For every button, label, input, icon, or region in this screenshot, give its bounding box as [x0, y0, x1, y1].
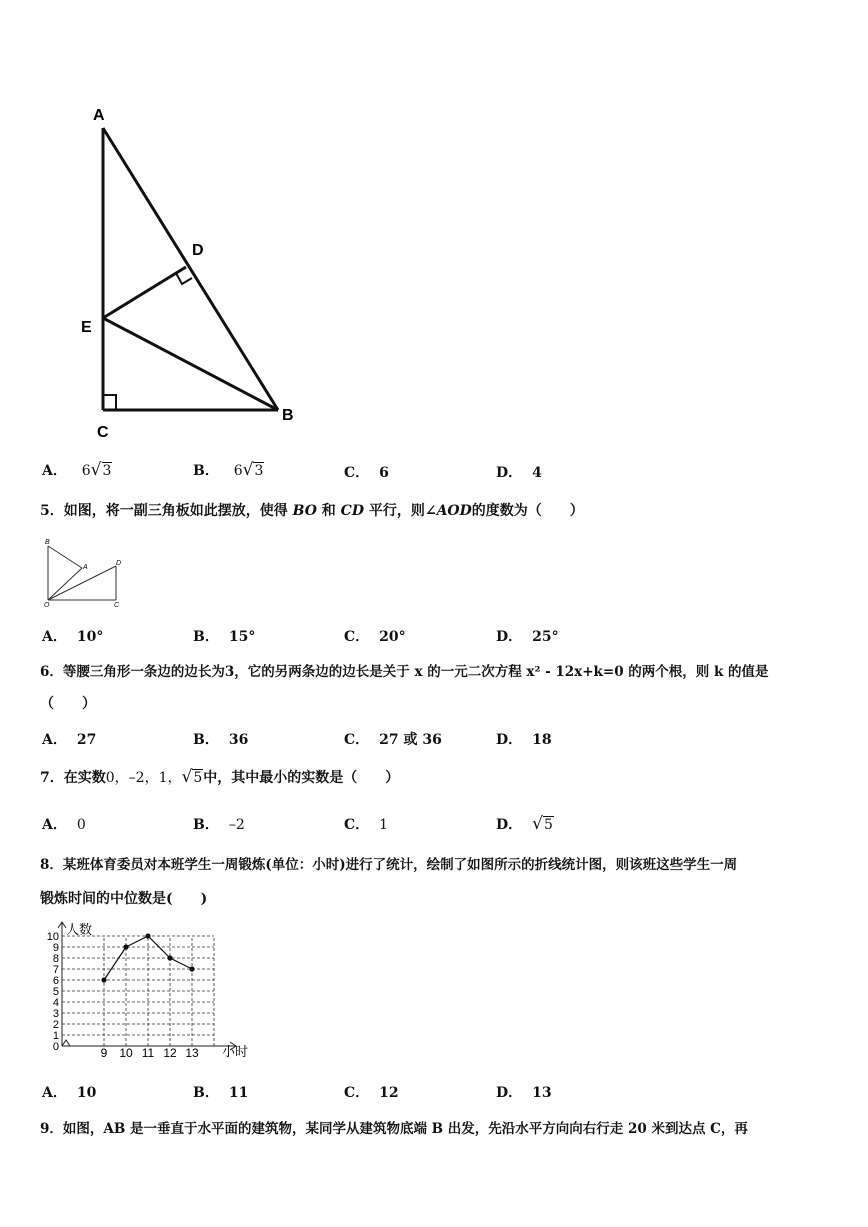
q8-x-tick-label: 13 — [185, 1046, 199, 1060]
q8-x-tick-label: 11 — [141, 1046, 155, 1060]
label-d: D — [192, 242, 204, 259]
q5-label-o: O — [44, 602, 50, 608]
q5-label-d: D — [116, 560, 122, 567]
q8-data-point — [189, 966, 194, 971]
q4-option-b[interactable]: B． 6√3 — [193, 460, 264, 480]
q8-x-tick-label: 10 — [119, 1046, 133, 1060]
label-b: B — [282, 407, 294, 424]
q8-chart-axes — [58, 922, 236, 1050]
q5-option-d[interactable]: D． 25° — [496, 629, 559, 645]
segment-ed — [103, 267, 186, 318]
q8-option-a[interactable]: A． 10 — [42, 1085, 97, 1101]
q6-option-b[interactable]: B． 36 — [193, 732, 249, 748]
q8-stem-line1: 8．某班体育委员对本班学生一周锻炼(单位：小时)进行了统计，绘制了如图所示的折线统计图，则该班这些学生一周 — [40, 857, 738, 873]
q8-data-point — [123, 944, 128, 949]
q4-option-a-value: 6√3 — [81, 460, 112, 480]
q8-option-c[interactable]: C． 12 — [344, 1085, 399, 1101]
q8-y-tick-label: 3 — [52, 1008, 59, 1020]
q8-option-d[interactable]: D． 13 — [496, 1085, 552, 1101]
q8-data-point — [145, 933, 150, 938]
q8-y-tick-label: 9 — [52, 942, 59, 954]
q6-stem-line2: （ ） — [40, 696, 96, 712]
q8-y-tick-label: 7 — [52, 964, 59, 976]
q6-stem-line1: 6．等腰三角形一条边的边长为3，它的另两条边的边长是关于 x 的一元二次方程 x² - 12x+k=0 的两个根，则 k 的值是 — [40, 664, 769, 680]
q7-option-a[interactable]: A． 0 — [42, 817, 86, 833]
q7-sqrt: √5 — [181, 767, 203, 787]
q6-option-c[interactable]: C． 27 或 36 — [344, 732, 442, 748]
q5-label-c: C — [114, 602, 120, 608]
q8-chart-grid — [62, 936, 214, 1046]
q5-option-c[interactable]: C． 20° — [344, 629, 406, 645]
q7-option-d-value: √5 — [532, 814, 553, 834]
q9-stem-line1: 9．如图，AB 是一垂直于水平面的建筑物，某同学从建筑物底端 B 出发，先沿水平方向向右行走 20 米到达点 C，再 — [40, 1121, 748, 1137]
q8-y-tick-labels — [47, 931, 59, 1053]
q5-label-a: A — [83, 564, 88, 571]
label-e: E — [81, 319, 92, 336]
q6-option-d[interactable]: D． 18 — [496, 732, 552, 748]
q7-option-d[interactable]: D． √5 — [496, 814, 553, 834]
q4-option-c[interactable]: C． 6 — [344, 465, 389, 481]
q8-y-tick-label: 8 — [52, 953, 59, 965]
q6-option-a[interactable]: A． 27 — [42, 732, 97, 748]
q7-stem: 7．在实数0，–2，1，√5中，其中最小的实数是（ ） — [40, 767, 400, 787]
q8-y-tick-label: 4 — [52, 997, 59, 1009]
q8-y-tick-label: 10 — [46, 931, 59, 943]
q5-label-b: B — [45, 539, 50, 546]
q8-data-point — [167, 955, 172, 960]
q5-stem: 5．如图，将一副三角板如此摆放，使得 BO 和 CD 平行，则∠AOD的度数为（ ） — [40, 503, 584, 519]
q5-option-a[interactable]: A． 10° — [42, 629, 104, 645]
q8-x-tick-label: 12 — [163, 1046, 177, 1060]
label-a: A — [93, 107, 105, 124]
side-ab — [103, 128, 278, 410]
q8-y-tick-label: 1 — [52, 1030, 59, 1042]
q8-x-tick-label: 9 — [100, 1046, 108, 1060]
q8-y-tick-label: 5 — [52, 986, 59, 998]
q8-stem-line2: 锻炼时间的中位数是( ) — [40, 891, 208, 907]
q8-y-tick-label: 0 — [52, 1041, 59, 1053]
q8-line-chart — [34, 918, 248, 1060]
segment-eb — [103, 318, 278, 410]
q8-x-tick-labels — [101, 1046, 199, 1060]
q8-axis-break — [62, 1040, 70, 1046]
q5-set-square-figure — [38, 536, 130, 608]
q8-y-tick-label: 6 — [52, 975, 59, 987]
label-c: C — [97, 424, 109, 441]
q5-option-b[interactable]: B． 15° — [193, 629, 256, 645]
right-angle-c-marker — [103, 395, 116, 410]
q8-y-tick-label: 2 — [52, 1019, 59, 1031]
q4-option-b-value: 6√3 — [233, 460, 264, 480]
q7-option-c[interactable]: C． 1 — [344, 817, 389, 833]
q4-triangle-figure — [70, 95, 310, 445]
q4-option-d[interactable]: D． 4 — [496, 465, 542, 481]
q8-y-axis-label: 人数 — [66, 922, 93, 937]
q7-option-b[interactable]: B． –2 — [193, 817, 245, 833]
q8-data-point — [101, 977, 106, 982]
q8-x-axis-label: 小时 — [222, 1044, 248, 1059]
right-angle-d-marker — [176, 273, 192, 284]
q4-option-a[interactable]: A． 6√3 — [42, 460, 112, 480]
q8-option-b[interactable]: B． 11 — [193, 1085, 249, 1101]
